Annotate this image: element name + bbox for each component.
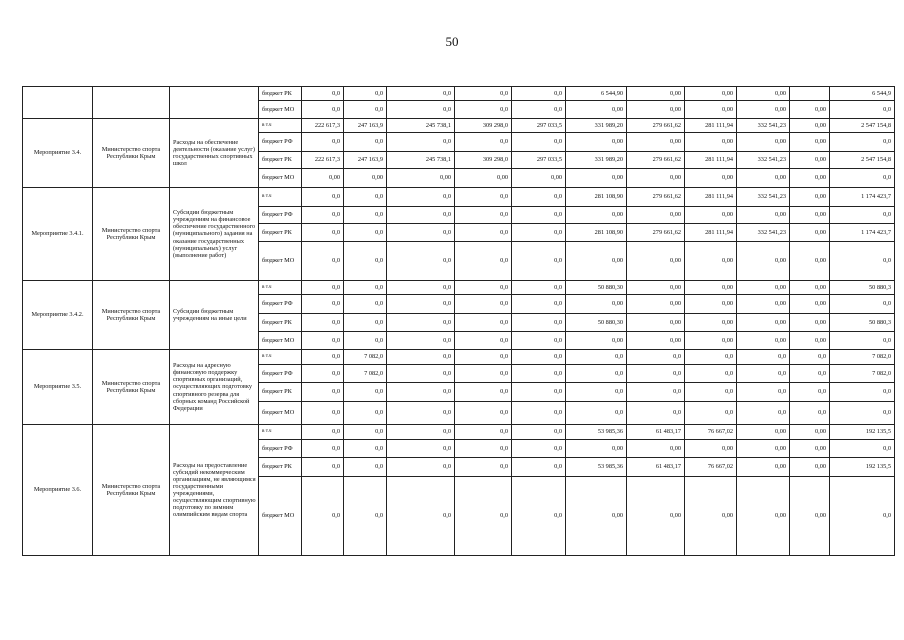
value-cell: 0,0 — [566, 365, 627, 383]
executor-cell: Министерство спорта Республики Крым — [93, 119, 170, 188]
total-cell: 7 082,0 — [830, 350, 895, 365]
value-cell: 0,0 — [627, 350, 685, 365]
value-cell: 0,0 — [344, 477, 387, 556]
value-cell: 50 880,30 — [566, 281, 627, 295]
value-cell: 0,0 — [344, 207, 387, 224]
value-cell: 0,00 — [566, 295, 627, 314]
value-cell: 0,00 — [685, 133, 737, 152]
value-cell: 0,0 — [344, 458, 387, 477]
value-cell: 0,00 — [627, 314, 685, 332]
funding-source-cell: бюджет РК — [259, 224, 302, 242]
value-cell: 0,0 — [344, 224, 387, 242]
value-cell: 0,00 — [737, 281, 790, 295]
value-cell: 0,0 — [455, 458, 512, 477]
executor-cell: Министерство спорта Республики Крым — [93, 188, 170, 281]
funding-source-cell: бюджет МО — [259, 169, 302, 188]
value-cell: 0,00 — [737, 314, 790, 332]
value-cell: 0,0 — [512, 332, 566, 350]
event-cell — [23, 87, 93, 119]
event-cell: Мероприятие 3.6. — [23, 425, 93, 556]
value-cell: 0,0 — [512, 242, 566, 281]
value-cell: 0,0 — [455, 281, 512, 295]
value-cell: 61 483,17 — [627, 425, 685, 440]
value-cell: 0,0 — [455, 365, 512, 383]
value-cell: 281 108,90 — [566, 224, 627, 242]
value-cell: 0,00 — [790, 332, 830, 350]
value-cell: 0,0 — [512, 440, 566, 458]
executor-cell — [93, 87, 170, 119]
value-cell: 331 989,20 — [566, 152, 627, 169]
value-cell: 0,0 — [566, 383, 627, 402]
value-cell — [790, 87, 830, 101]
value-cell: 279 661,62 — [627, 119, 685, 133]
funding-source-cell: бюджет РК — [259, 87, 302, 101]
value-cell: 0,00 — [737, 477, 790, 556]
executor-cell: Министерство спорта Республики Крым — [93, 350, 170, 425]
value-cell: 0,0 — [455, 350, 512, 365]
value-cell: 0,0 — [387, 440, 455, 458]
value-cell: 0,00 — [627, 332, 685, 350]
total-cell: 0,0 — [830, 295, 895, 314]
value-cell: 0,00 — [627, 440, 685, 458]
value-cell: 0,0 — [387, 383, 455, 402]
value-cell: 0,00 — [790, 152, 830, 169]
description-cell: Субсидии бюджетным учреждениям на финансовое обеспечение государственного (муниципального) задания на оказание государственных (муниципальных) услуг (выполнение работ) — [170, 188, 259, 281]
value-cell: 0,0 — [302, 207, 344, 224]
value-cell: 0,00 — [566, 332, 627, 350]
value-cell: 0,00 — [737, 458, 790, 477]
value-cell: 0,0 — [302, 402, 344, 425]
value-cell: 222 617,3 — [302, 119, 344, 133]
total-cell: 2 547 154,8 — [830, 152, 895, 169]
event-cell: Мероприятие 3.5. — [23, 350, 93, 425]
funding-source-cell: в т.ч — [259, 350, 302, 365]
value-cell: 53 985,36 — [566, 458, 627, 477]
funding-source-cell: бюджет РК — [259, 314, 302, 332]
value-cell: 0,0 — [302, 242, 344, 281]
value-cell: 0,00 — [685, 314, 737, 332]
value-cell: 0,00 — [685, 169, 737, 188]
value-cell: 281 111,94 — [685, 152, 737, 169]
value-cell: 0,00 — [627, 295, 685, 314]
value-cell: 332 541,23 — [737, 152, 790, 169]
value-cell: 0,0 — [512, 133, 566, 152]
funding-source-cell: бюджет МО — [259, 332, 302, 350]
value-cell: 0,00 — [737, 440, 790, 458]
value-cell: 0,0 — [455, 295, 512, 314]
value-cell: 0,0 — [302, 295, 344, 314]
value-cell: 0,0 — [512, 87, 566, 101]
value-cell: 0,0 — [455, 477, 512, 556]
value-cell: 0,0 — [302, 365, 344, 383]
value-cell: 0,00 — [566, 101, 627, 119]
value-cell: 297 033,5 — [512, 119, 566, 133]
value-cell: 0,0 — [302, 477, 344, 556]
total-cell: 0,0 — [830, 383, 895, 402]
value-cell: 0,00 — [790, 188, 830, 207]
value-cell: 0,0 — [344, 440, 387, 458]
funding-source-cell: бюджет РФ — [259, 440, 302, 458]
table-body — [23, 87, 895, 556]
value-cell: 0,0 — [685, 383, 737, 402]
value-cell: 0,0 — [344, 425, 387, 440]
value-cell: 0,0 — [737, 383, 790, 402]
event-cell: Мероприятие 3.4.2. — [23, 281, 93, 350]
value-cell: 245 738,1 — [387, 119, 455, 133]
value-cell: 0,0 — [512, 383, 566, 402]
value-cell: 0,00 — [387, 169, 455, 188]
value-cell: 0,0 — [302, 314, 344, 332]
value-cell: 0,0 — [387, 281, 455, 295]
value-cell: 0,0 — [512, 458, 566, 477]
value-cell: 0,00 — [627, 207, 685, 224]
total-cell: 0,0 — [830, 242, 895, 281]
value-cell: 0,0 — [455, 101, 512, 119]
funding-source-cell: бюджет РФ — [259, 207, 302, 224]
value-cell: 0,00 — [302, 169, 344, 188]
value-cell: 0,00 — [566, 169, 627, 188]
value-cell: 0,0 — [566, 402, 627, 425]
funding-source-cell: бюджет РК — [259, 152, 302, 169]
total-cell: 0,0 — [830, 332, 895, 350]
total-cell: 0,0 — [830, 133, 895, 152]
funding-source-cell: бюджет РФ — [259, 133, 302, 152]
value-cell: 0,0 — [302, 383, 344, 402]
table-row — [23, 188, 895, 207]
value-cell: 0,0 — [790, 350, 830, 365]
value-cell: 61 483,17 — [627, 458, 685, 477]
funding-source-cell: в т.ч — [259, 425, 302, 440]
value-cell: 297 033,5 — [512, 152, 566, 169]
value-cell: 0,0 — [387, 207, 455, 224]
value-cell: 0,0 — [512, 350, 566, 365]
value-cell: 0,00 — [566, 477, 627, 556]
executor-cell: Министерство спорта Республики Крым — [93, 425, 170, 556]
value-cell: 0,0 — [344, 383, 387, 402]
value-cell: 0,0 — [737, 365, 790, 383]
value-cell: 0,00 — [790, 281, 830, 295]
value-cell: 0,0 — [344, 242, 387, 281]
value-cell: 0,0 — [455, 332, 512, 350]
value-cell: 0,00 — [737, 332, 790, 350]
value-cell: 0,00 — [737, 133, 790, 152]
value-cell: 0,00 — [512, 169, 566, 188]
value-cell: 0,0 — [387, 402, 455, 425]
value-cell: 0,0 — [455, 188, 512, 207]
total-cell: 0,0 — [830, 207, 895, 224]
value-cell: 0,00 — [344, 169, 387, 188]
value-cell: 279 661,62 — [627, 152, 685, 169]
value-cell: 0,00 — [566, 207, 627, 224]
funding-source-cell: бюджет МО — [259, 402, 302, 425]
value-cell: 0,0 — [455, 383, 512, 402]
value-cell: 0,0 — [685, 365, 737, 383]
total-cell: 1 174 423,7 — [830, 188, 895, 207]
table-row — [23, 87, 895, 101]
value-cell: 281 111,94 — [685, 119, 737, 133]
value-cell: 0,00 — [685, 281, 737, 295]
value-cell: 0,00 — [737, 207, 790, 224]
value-cell: 0,0 — [344, 332, 387, 350]
value-cell: 247 163,9 — [344, 152, 387, 169]
value-cell: 0,00 — [685, 207, 737, 224]
value-cell: 0,00 — [627, 101, 685, 119]
value-cell: 222 617,3 — [302, 152, 344, 169]
value-cell: 0,00 — [790, 458, 830, 477]
value-cell: 0,0 — [455, 207, 512, 224]
value-cell: 0,00 — [790, 169, 830, 188]
value-cell: 0,0 — [344, 281, 387, 295]
value-cell: 0,0 — [302, 281, 344, 295]
funding-source-cell: бюджет МО — [259, 477, 302, 556]
value-cell: 0,00 — [790, 242, 830, 281]
value-cell: 0,00 — [737, 101, 790, 119]
value-cell: 0,0 — [302, 458, 344, 477]
value-cell: 0,0 — [512, 314, 566, 332]
description-cell — [170, 87, 259, 119]
value-cell: 7 082,0 — [344, 350, 387, 365]
value-cell: 0,00 — [790, 224, 830, 242]
description-cell: Расходы на предоставление субсидий некоммерческим организациям, не являющимся государственными учреждениями, осуществляющим спортивную подготовку по зимним олимпийским видам спорта — [170, 425, 259, 556]
value-cell: 0,0 — [512, 188, 566, 207]
value-cell: 0,0 — [344, 295, 387, 314]
total-cell: 2 547 154,8 — [830, 119, 895, 133]
value-cell: 279 661,62 — [627, 224, 685, 242]
value-cell: 309 298,0 — [455, 119, 512, 133]
value-cell: 281 111,94 — [685, 188, 737, 207]
value-cell: 0,0 — [455, 314, 512, 332]
value-cell: 0,0 — [455, 224, 512, 242]
value-cell: 0,0 — [790, 365, 830, 383]
value-cell: 0,0 — [512, 224, 566, 242]
value-cell: 0,00 — [790, 314, 830, 332]
value-cell: 0,0 — [344, 87, 387, 101]
value-cell: 245 738,1 — [387, 152, 455, 169]
total-cell: 0,0 — [830, 477, 895, 556]
value-cell: 76 667,02 — [685, 425, 737, 440]
value-cell: 0,00 — [737, 87, 790, 101]
value-cell: 0,0 — [387, 332, 455, 350]
value-cell: 0,0 — [627, 402, 685, 425]
value-cell: 0,00 — [790, 119, 830, 133]
total-cell: 0,0 — [830, 169, 895, 188]
value-cell: 0,0 — [512, 295, 566, 314]
description-cell: Расходы на обеспечение деятельности (оказание услуг) государственных спортивных школ — [170, 119, 259, 188]
value-cell: 0,00 — [455, 169, 512, 188]
value-cell: 0,0 — [512, 402, 566, 425]
value-cell: 0,0 — [512, 281, 566, 295]
value-cell: 0,0 — [455, 242, 512, 281]
value-cell: 0,0 — [512, 207, 566, 224]
total-cell: 0,0 — [830, 440, 895, 458]
value-cell: 0,0 — [685, 402, 737, 425]
value-cell: 0,0 — [302, 350, 344, 365]
table-row — [23, 119, 895, 133]
value-cell: 0,0 — [512, 425, 566, 440]
value-cell: 0,00 — [737, 295, 790, 314]
value-cell: 0,00 — [790, 440, 830, 458]
description-cell: Субсидии бюджетным учреждениям на иные цели — [170, 281, 259, 350]
value-cell: 0,00 — [685, 332, 737, 350]
total-cell: 1 174 423,7 — [830, 224, 895, 242]
value-cell: 0,00 — [685, 242, 737, 281]
value-cell: 0,00 — [685, 101, 737, 119]
value-cell: 0,0 — [455, 425, 512, 440]
value-cell: 0,0 — [344, 133, 387, 152]
funding-source-cell: бюджет МО — [259, 101, 302, 119]
value-cell: 0,0 — [302, 425, 344, 440]
value-cell: 0,0 — [512, 101, 566, 119]
event-cell: Мероприятие 3.4. — [23, 119, 93, 188]
value-cell: 0,0 — [302, 332, 344, 350]
budget-table — [22, 86, 895, 556]
total-cell: 7 082,0 — [830, 365, 895, 383]
total-cell: 0,0 — [830, 402, 895, 425]
value-cell: 332 541,23 — [737, 188, 790, 207]
funding-source-cell: в т.ч — [259, 281, 302, 295]
total-cell: 0,0 — [830, 101, 895, 119]
page-number: 50 — [445, 34, 459, 49]
total-cell: 50 880,3 — [830, 281, 895, 295]
value-cell: 331 989,20 — [566, 119, 627, 133]
funding-source-cell: бюджет РК — [259, 458, 302, 477]
value-cell: 309 298,0 — [455, 152, 512, 169]
value-cell: 0,00 — [566, 242, 627, 281]
value-cell: 0,0 — [387, 224, 455, 242]
value-cell: 332 541,23 — [737, 119, 790, 133]
value-cell: 0,0 — [790, 402, 830, 425]
funding-source-cell: бюджет МО — [259, 242, 302, 281]
value-cell: 0,0 — [512, 365, 566, 383]
value-cell: 0,0 — [302, 224, 344, 242]
value-cell: 0,0 — [387, 101, 455, 119]
description-cell: Расходы на адресную финансовую поддержку спортивных организаций, осуществляющих подготовку спортивного резерва для сборных команд Российской Федерации — [170, 350, 259, 425]
value-cell: 0,0 — [737, 402, 790, 425]
event-cell: Мероприятие 3.4.1. — [23, 188, 93, 281]
value-cell: 0,0 — [737, 350, 790, 365]
value-cell: 6 544,90 — [566, 87, 627, 101]
value-cell: 0,0 — [344, 314, 387, 332]
value-cell: 0,0 — [344, 402, 387, 425]
total-cell: 192 135,5 — [830, 425, 895, 440]
value-cell: 281 111,94 — [685, 224, 737, 242]
value-cell: 0,00 — [685, 440, 737, 458]
value-cell: 0,00 — [790, 425, 830, 440]
value-cell: 0,00 — [627, 281, 685, 295]
value-cell: 0,00 — [737, 242, 790, 281]
value-cell: 0,00 — [566, 440, 627, 458]
value-cell: 0,00 — [790, 133, 830, 152]
value-cell: 332 541,23 — [737, 224, 790, 242]
value-cell: 0,0 — [455, 440, 512, 458]
value-cell: 0,0 — [455, 87, 512, 101]
value-cell: 0,0 — [685, 350, 737, 365]
value-cell: 0,00 — [627, 477, 685, 556]
value-cell: 0,00 — [627, 242, 685, 281]
value-cell: 0,0 — [512, 477, 566, 556]
funding-source-cell: бюджет РФ — [259, 295, 302, 314]
table-row — [23, 350, 895, 365]
value-cell: 0,00 — [685, 477, 737, 556]
value-cell: 0,0 — [627, 365, 685, 383]
value-cell: 0,0 — [387, 458, 455, 477]
value-cell: 0,0 — [790, 383, 830, 402]
table-row — [23, 281, 895, 295]
value-cell: 0,0 — [566, 350, 627, 365]
value-cell: 0,0 — [302, 188, 344, 207]
value-cell: 0,00 — [737, 169, 790, 188]
value-cell: 0,00 — [566, 133, 627, 152]
value-cell: 0,0 — [344, 101, 387, 119]
value-cell: 0,0 — [302, 440, 344, 458]
total-cell: 6 544,9 — [830, 87, 895, 101]
funding-source-cell: бюджет РК — [259, 383, 302, 402]
value-cell: 0,00 — [790, 207, 830, 224]
funding-source-cell: в т.ч — [259, 119, 302, 133]
value-cell: 53 985,36 — [566, 425, 627, 440]
total-cell: 50 880,3 — [830, 314, 895, 332]
value-cell: 50 880,30 — [566, 314, 627, 332]
value-cell: 0,0 — [387, 87, 455, 101]
funding-source-cell: бюджет РФ — [259, 365, 302, 383]
value-cell: 0,00 — [790, 477, 830, 556]
value-cell: 0,0 — [387, 477, 455, 556]
value-cell: 0,00 — [627, 87, 685, 101]
value-cell: 0,0 — [387, 242, 455, 281]
value-cell: 0,00 — [685, 87, 737, 101]
value-cell: 76 667,02 — [685, 458, 737, 477]
value-cell: 7 082,0 — [344, 365, 387, 383]
funding-source-cell: в т.ч — [259, 188, 302, 207]
value-cell: 0,0 — [302, 133, 344, 152]
executor-cell: Министерство спорта Республики Крым — [93, 281, 170, 350]
value-cell: 0,0 — [387, 295, 455, 314]
value-cell: 0,00 — [737, 425, 790, 440]
value-cell: 247 163,9 — [344, 119, 387, 133]
value-cell: 0,00 — [627, 169, 685, 188]
value-cell: 0,0 — [387, 350, 455, 365]
value-cell: 0,00 — [790, 101, 830, 119]
value-cell: 0,0 — [627, 383, 685, 402]
value-cell: 0,0 — [387, 425, 455, 440]
value-cell: 0,00 — [790, 295, 830, 314]
total-cell: 192 135,5 — [830, 458, 895, 477]
value-cell: 0,0 — [387, 365, 455, 383]
value-cell: 0,00 — [685, 295, 737, 314]
value-cell: 279 661,62 — [627, 188, 685, 207]
value-cell: 0,0 — [455, 133, 512, 152]
value-cell: 0,0 — [302, 101, 344, 119]
value-cell: 0,0 — [344, 188, 387, 207]
value-cell: 0,00 — [627, 133, 685, 152]
value-cell: 281 108,90 — [566, 188, 627, 207]
value-cell: 0,0 — [387, 314, 455, 332]
value-cell: 0,0 — [387, 133, 455, 152]
value-cell: 0,0 — [455, 402, 512, 425]
table-row — [23, 425, 895, 440]
value-cell: 0,0 — [387, 188, 455, 207]
value-cell: 0,0 — [302, 87, 344, 101]
